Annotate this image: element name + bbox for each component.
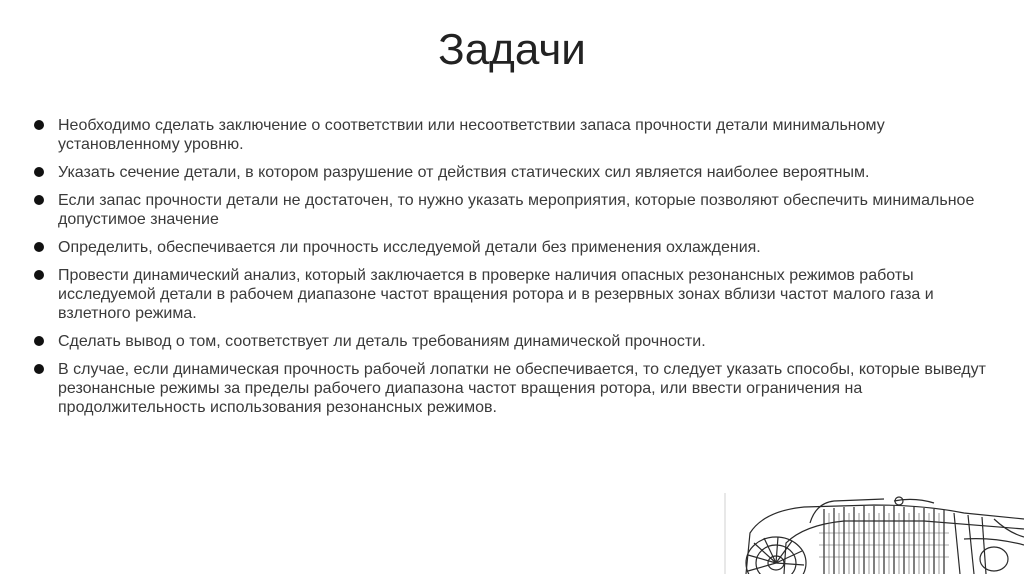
bullet-text: Сделать вывод о том, соответствует ли деталь требованиям динамической прочности. — [58, 333, 706, 350]
jet-engine-illustration — [724, 493, 1024, 574]
bullet-dot-icon — [34, 242, 44, 252]
bullet-list — [32, 116, 992, 426]
bullet-dot-icon — [34, 167, 44, 177]
bullet-text: Определить, обеспечивается ли прочность исследуемой детали без применения охлаждения. — [58, 239, 761, 256]
bullet-dot-icon — [34, 195, 44, 205]
bullet-item — [32, 360, 992, 417]
bullet-item — [32, 191, 992, 229]
bullet-text: Если запас прочности детали не достаточен, то нужно указать мероприятия, которые позволяют обеспечить минимальное допустимое значение — [58, 192, 975, 228]
bullet-text: Указать сечение детали, в котором разрушение от действия статических сил является наиболее вероятным. — [58, 164, 870, 181]
bullet-dot-icon — [34, 270, 44, 280]
bullet-item — [32, 116, 992, 154]
slide-title: Задачи — [438, 25, 586, 74]
bullet-dot-icon — [34, 336, 44, 346]
bullet-text: Провести динамический анализ, который заключается в проверке наличия опасных резонансных режимов работы исследуемой детали в рабочем диапазоне частот вращения ротора и в резервных зонах вблизи частот малого газа и взлетного режима. — [58, 267, 934, 322]
bullet-item — [32, 163, 992, 182]
bullet-item — [32, 332, 992, 351]
bullet-text: Необходимо сделать заключение о соответствии или несоответствии запаса прочности детали минимальному установленному уровню. — [58, 117, 885, 153]
bullet-dot-icon — [34, 120, 44, 130]
jet-engine-icon — [724, 493, 1024, 574]
bullet-dot-icon — [34, 364, 44, 374]
bullet-item — [32, 266, 992, 323]
bullet-item — [32, 238, 992, 257]
bullet-text: В случае, если динамическая прочность рабочей лопатки не обеспечивается, то следует указать способы, которые выведут резонансные режимы за пределы рабочего диапазона частот вращения ротора, или ввести ограничения на продолжительность использования резонансных режимов. — [58, 361, 986, 416]
